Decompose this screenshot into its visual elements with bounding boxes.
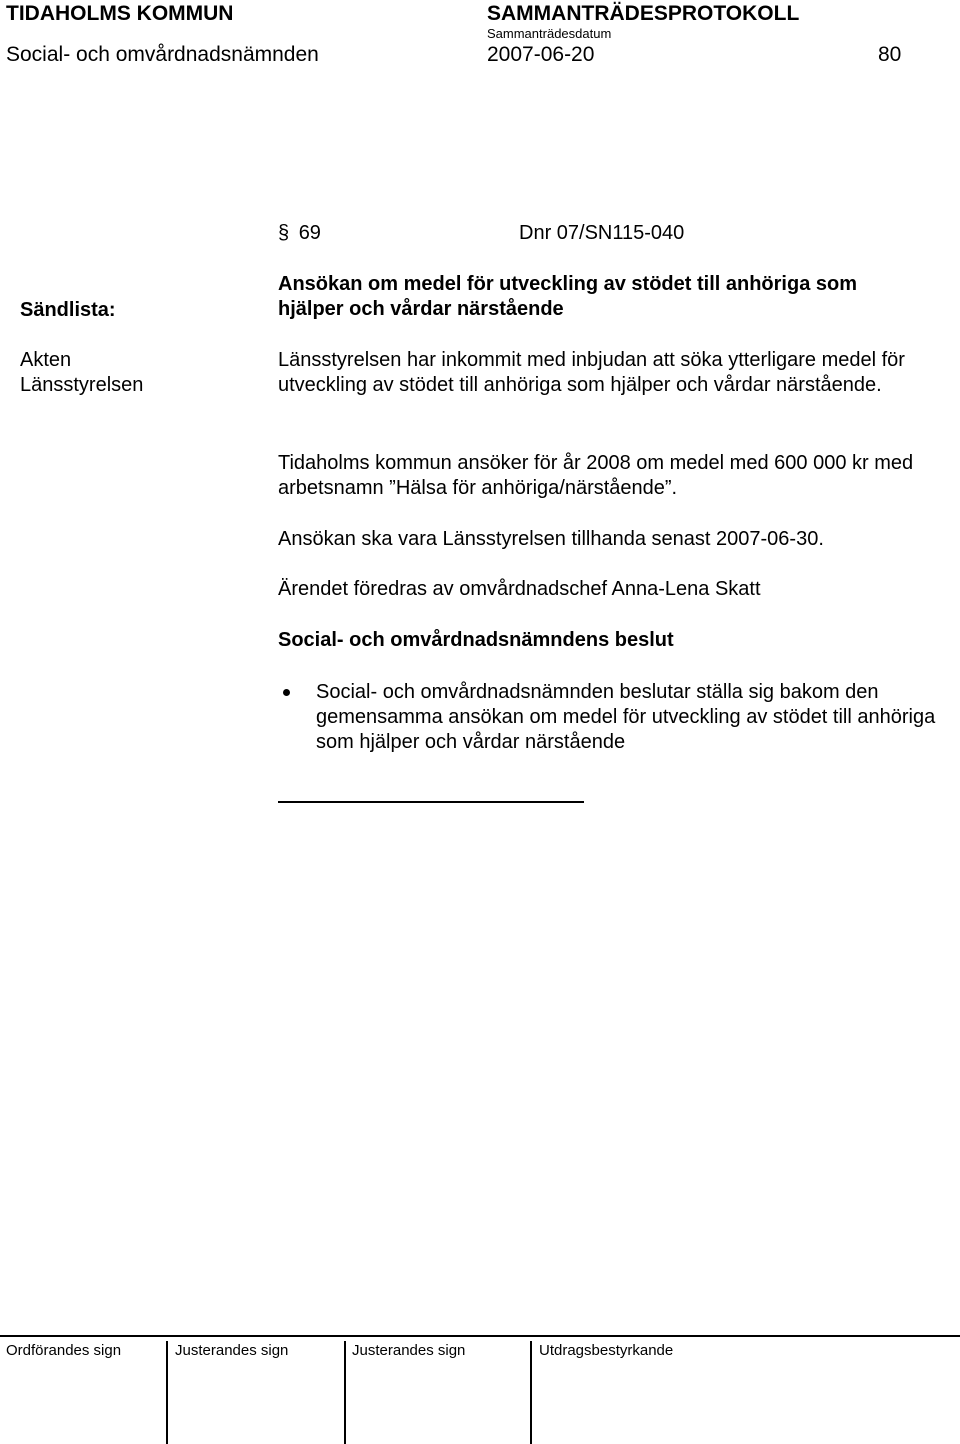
paragraph-deadline: Ansökan ska vara Länsstyrelsen tillhanda senast 2007-06-30. (278, 528, 824, 550)
adjuster-signature-label-1: Justerandes sign (175, 1342, 289, 1359)
case-number: 69 (298, 222, 321, 244)
case-title-line-1: Ansökan om medel för utveckling av stödet till anhöriga som (278, 273, 858, 295)
signature-divider-3 (530, 1341, 532, 1444)
org-name: TIDAHOLMS KOMMUN (6, 2, 234, 25)
board-name: Social- och omvårdnadsnämnden (6, 43, 319, 66)
date-label: Sammanträdesdatum (487, 26, 612, 41)
end-separator (278, 801, 584, 803)
decision-heading: Social- och omvårdnadsnämndens beslut (278, 629, 674, 651)
case-number-line (278, 221, 321, 246)
decision-bullet-text: Social- och omvårdnadsnämnden beslutar ställa sig bakom den gemensamma ansökan om medel för utveckling av stödet till anhöriga som hjälper och vårdar närstående (316, 681, 936, 753)
signature-divider-2 (344, 1341, 346, 1444)
page-number: 80 (878, 43, 902, 66)
case-title-line-2: hjälper och vårdar närstående (278, 298, 564, 320)
bullet-icon (283, 689, 290, 696)
recipient-lansstyrelsen: Länsstyrelsen (20, 374, 144, 396)
certification-signature-label: Utdragsbestyrkande (539, 1342, 674, 1359)
paragraph-application: Tidaholms kommun ansöker för år 2008 om medel med 600 000 kr med arbetsnamn ”Hälsa för anhöriga/närstående”. (278, 452, 914, 499)
recipient-akten: Akten (20, 349, 72, 371)
diary-number: Dnr 07/SN115-040 (519, 222, 685, 244)
paragraph-presenter: Ärendet föredras av omvårdnadschef Anna-Lena Skatt (278, 578, 761, 600)
paragraph-symbol: § (278, 222, 290, 244)
meeting-date: 2007-06-20 (487, 43, 595, 66)
adjuster-signature-label-2: Justerandes sign (352, 1342, 466, 1359)
document-type: SAMMANTRÄDESPROTOKOLL (487, 2, 800, 25)
signature-divider-1 (166, 1341, 168, 1444)
paragraph-invitation: Länsstyrelsen har inkommit med inbjudan att söka ytterligare medel för utveckling av stödet till anhöriga som hjälper och vårdar närstående. (278, 349, 905, 396)
distribution-heading: Sändlista: (20, 299, 116, 321)
footer-rule (0, 1335, 960, 1337)
chair-signature-label: Ordförandes sign (6, 1342, 122, 1359)
